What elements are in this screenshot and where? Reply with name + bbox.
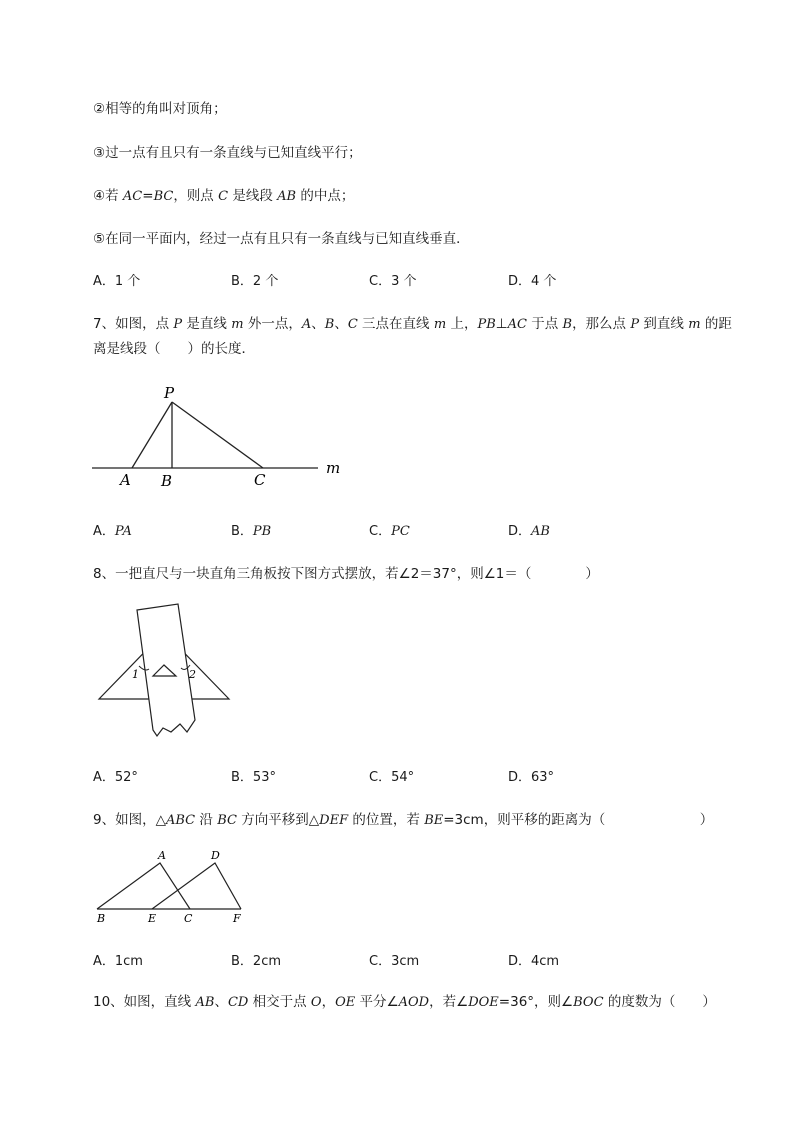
q7-option-c[interactable]: C．PC [369,524,410,539]
q8-option-a[interactable]: A．52° [93,770,138,785]
triangle-def [152,863,241,909]
q6-option-d[interactable]: D．4 个 [508,274,557,289]
statement-2: ②相等的角叫对顶角； [93,101,227,117]
q9-option-c[interactable]: C．3cm [369,954,420,969]
q8-option-d[interactable]: D．63° [508,770,555,785]
label-d: D [211,849,220,862]
statement-4: ④若 AC=BC，则点 C 是线段 AB 的中点； [93,188,355,204]
q7-option-a[interactable]: A．PA [93,524,132,539]
label-m: m [326,459,341,477]
q9-figure [93,846,253,928]
q7-question-line2: 离是线段（ ）的长度． [93,341,255,357]
segment-pc [172,402,263,468]
statement-5: ⑤在同一平面内，经过一点有且只有一条直线与已知直线垂直． [93,231,470,247]
label-b: B [161,472,173,490]
q9-option-b[interactable]: B．2cm [231,954,282,969]
label-b: B [97,912,106,925]
q8-figure [95,602,240,744]
q8-option-c[interactable]: C．54° [369,770,415,785]
q9-option-a[interactable]: A．1cm [93,954,143,969]
q9-question: 9、如图，△ABC 沿 BC 方向平移到△DEF 的位置，若 BE=3cm，则平移的距离为（ ） [93,812,714,828]
angle-2-label: 2 [189,668,196,681]
q9-option-d[interactable]: D．4cm [508,954,560,969]
q10-question: 10、如图，直线 AB、CD 相交于点 O，OE 平分∠AOD，若∠DOE=36°，则∠BOC 的度数为（ ） [93,994,716,1010]
label-a: A [158,849,166,862]
triangle-abc [97,863,190,909]
segment-pa [132,402,172,468]
q7-question-line1: 7、如图，点 P 是直线 m 外一点，A、B、C 三点在直线 m 上，PB⊥AC 于点 B，那么点 P 到直线 m 的距 [93,316,732,332]
label-a: A [120,471,131,489]
q8-option-b[interactable]: B．53° [231,770,276,785]
angle-1-label: 1 [132,668,139,681]
label-c: C [184,912,193,925]
q6-option-c[interactable]: C．3 个 [369,274,417,289]
q8-question: 8、一把直尺与一块直角三角板按下图方式摆放，若∠2＝37°，则∠1＝（ ） [93,566,599,582]
statement-3: ③过一点有且只有一条直线与已知直线平行； [93,145,362,161]
q6-option-b[interactable]: B．2 个 [231,274,279,289]
q7-figure [90,383,350,493]
label-f: F [233,912,241,925]
q7-option-b[interactable]: B．PB [231,524,272,539]
label-c: C [254,471,266,489]
q6-option-a[interactable]: A．1 个 [93,274,141,289]
label-e: E [148,912,157,925]
q7-option-d[interactable]: D．AB [508,524,550,539]
label-p: P [164,384,175,402]
